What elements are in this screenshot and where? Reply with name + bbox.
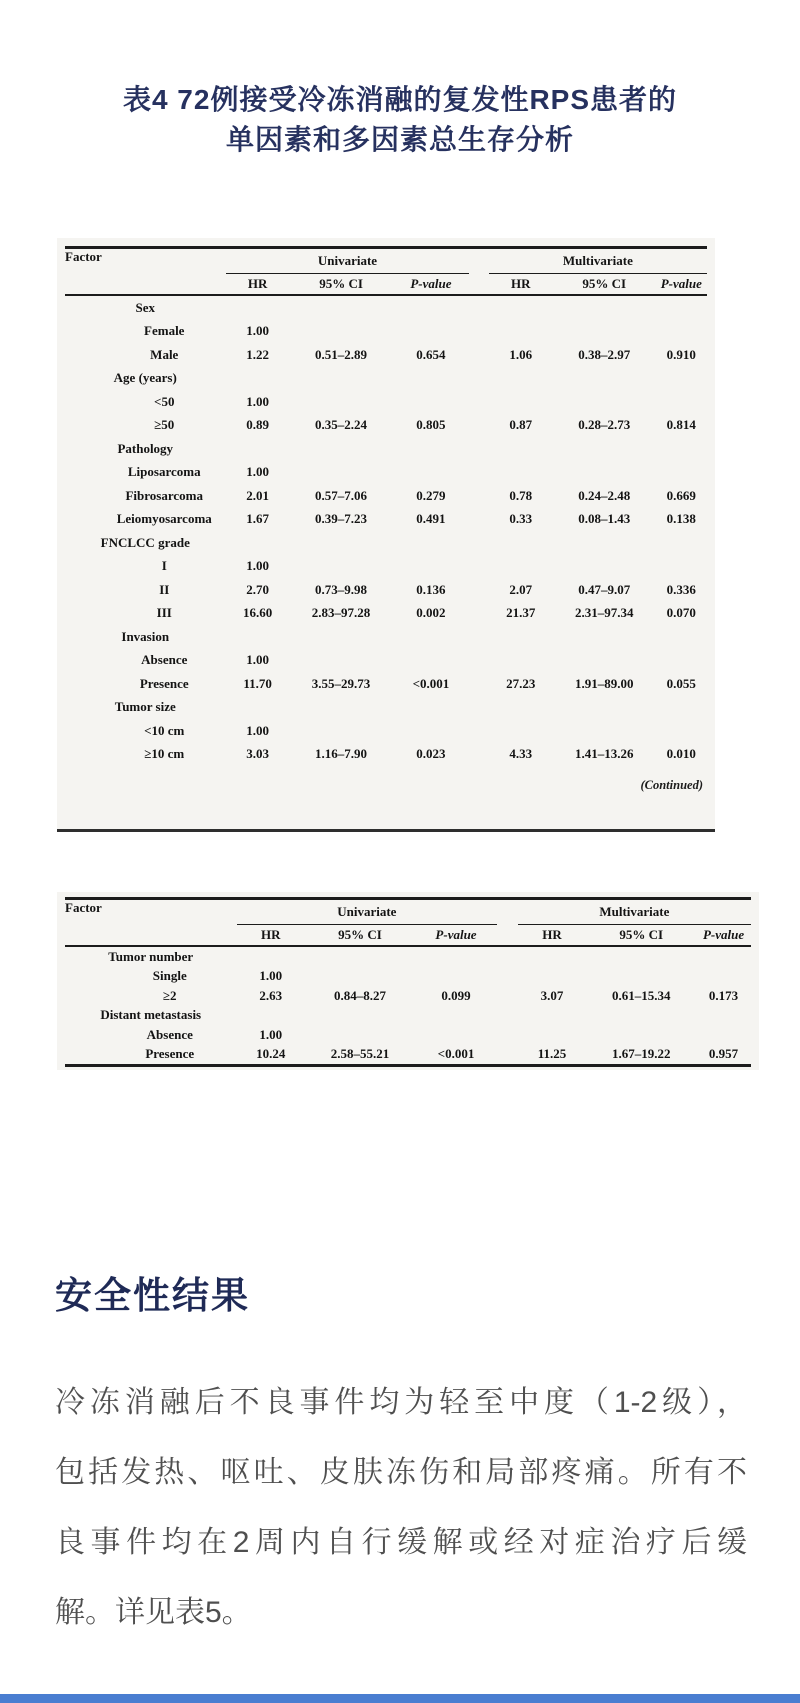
- value-cell: [489, 719, 553, 743]
- factor-cell: Pathology: [117, 440, 174, 456]
- spacer-cell: [469, 508, 488, 532]
- value-cell: [586, 1006, 696, 1026]
- value-cell: [489, 555, 553, 579]
- value-cell: [392, 461, 469, 485]
- factor-cell: Leiomyosarcoma: [116, 511, 212, 527]
- column-header: HR: [489, 274, 553, 296]
- value-cell: 0.138: [666, 511, 696, 527]
- table-row: [65, 986, 751, 1006]
- factor-cell: Absence: [146, 1026, 193, 1042]
- value-cell: [392, 390, 469, 414]
- table-row: [65, 743, 707, 767]
- value-cell: [553, 696, 656, 720]
- factor-cell: Tumor size: [114, 699, 176, 715]
- value-cell: [656, 719, 707, 743]
- value-cell: [415, 1006, 497, 1026]
- value-cell: [518, 1006, 587, 1026]
- value-cell: 11.25: [537, 1046, 567, 1062]
- value-cell: [392, 625, 469, 649]
- spacer-cell: [469, 295, 488, 320]
- value-cell: [553, 390, 656, 414]
- table-row: [65, 295, 707, 320]
- page-title: [0, 80, 800, 160]
- value-cell: 0.336: [666, 581, 696, 597]
- value-cell: [290, 390, 393, 414]
- spacer-cell: [497, 1006, 518, 1026]
- spacer-cell: [469, 320, 488, 344]
- group-header-univariate: Univariate: [226, 248, 470, 274]
- value-cell: 0.099: [441, 987, 471, 1003]
- value-cell: [656, 555, 707, 579]
- table-row: [65, 578, 707, 602]
- table-row: [65, 555, 707, 579]
- factor-cell: <50: [154, 393, 175, 409]
- value-cell: [553, 461, 656, 485]
- value-cell: 2.58–55.21: [330, 1046, 390, 1062]
- factor-cell: ≥10 cm: [144, 746, 185, 762]
- table-row: [65, 946, 751, 967]
- value-cell: [226, 437, 290, 461]
- factor-cell: Presence: [139, 675, 189, 691]
- group-header-multivariate: Multivariate: [518, 899, 751, 925]
- table-header-row: [65, 899, 751, 925]
- table-row: [65, 461, 707, 485]
- value-cell: [656, 696, 707, 720]
- value-cell: <0.001: [412, 675, 450, 691]
- value-cell: 1.67: [246, 511, 269, 527]
- value-cell: 2.07: [509, 581, 533, 597]
- table-row: [65, 437, 707, 461]
- table-row: [65, 320, 707, 344]
- group-header-multivariate: Multivariate: [489, 248, 707, 274]
- spacer-cell: [497, 1025, 518, 1045]
- column-header: HR: [237, 925, 306, 947]
- paragraph-line: 包括发热、呕吐、皮肤冻伤和局部疼痛。所有不: [55, 1456, 747, 1489]
- survival-analysis-table-1: [65, 246, 707, 766]
- value-cell: 0.814: [666, 417, 696, 433]
- value-cell: 1.00: [246, 652, 269, 668]
- value-cell: 0.957: [708, 1046, 739, 1062]
- value-cell: 0.023: [416, 746, 446, 762]
- value-cell: [489, 696, 553, 720]
- value-cell: 10.24: [256, 1046, 286, 1062]
- table-row: [65, 967, 751, 987]
- value-cell: 1.00: [246, 393, 269, 409]
- value-cell: 0.654: [416, 346, 446, 362]
- value-cell: [553, 295, 656, 320]
- table-row: [65, 625, 707, 649]
- value-cell: 1.00: [259, 1026, 283, 1042]
- factor-cell: <10 cm: [144, 722, 185, 738]
- value-cell: [290, 295, 393, 320]
- value-cell: [392, 649, 469, 673]
- value-cell: [305, 946, 415, 967]
- value-cell: 2.31–97.34: [574, 605, 634, 621]
- table-row: [65, 649, 707, 673]
- value-cell: 0.010: [666, 746, 696, 762]
- value-cell: 1.00: [246, 558, 269, 574]
- value-cell: 0.08–1.43: [578, 511, 631, 527]
- spacer-cell: [469, 625, 488, 649]
- spacer-cell: [469, 672, 488, 696]
- factor-cell: Sex: [135, 299, 155, 315]
- value-cell: 2.70: [246, 581, 269, 597]
- value-cell: 0.35–2.24: [315, 417, 368, 433]
- value-cell: [226, 531, 290, 555]
- spacer-cell: [469, 343, 488, 367]
- value-cell: 0.57–7.06: [315, 487, 368, 503]
- value-cell: 0.38–2.97: [578, 346, 631, 362]
- body-paragraph: [55, 1368, 747, 1648]
- page-title-line-1: 表4 72例接受冷冻消融的复发性RPS患者的: [122, 84, 678, 115]
- value-cell: [656, 531, 707, 555]
- value-cell: [656, 390, 707, 414]
- factor-cell: III: [156, 605, 172, 621]
- factor-cell: Liposarcoma: [127, 464, 201, 480]
- value-cell: [553, 625, 656, 649]
- factor-cell: Absence: [141, 652, 188, 668]
- value-cell: [586, 967, 696, 987]
- column-header: HR: [226, 274, 290, 296]
- factor-cell: Female: [144, 323, 185, 339]
- value-cell: 0.910: [666, 346, 696, 362]
- footer-accent-bar: [0, 1694, 800, 1703]
- value-cell: [290, 649, 393, 673]
- value-cell: [553, 531, 656, 555]
- value-cell: [489, 320, 553, 344]
- value-cell: [553, 649, 656, 673]
- spacer-cell: [469, 531, 488, 555]
- factor-cell: FNCLCC grade: [100, 534, 190, 550]
- value-cell: 3.55–29.73: [311, 675, 371, 691]
- column-header-factor: Factor: [65, 899, 237, 947]
- paragraph-line: 冷冻消融后不良事件均为轻至中度（1-2级），: [55, 1386, 747, 1419]
- factor-cell: Invasion: [121, 628, 170, 644]
- value-cell: [305, 1006, 415, 1026]
- value-cell: [226, 295, 290, 320]
- value-cell: [392, 437, 469, 461]
- factor-cell: ≥50: [154, 417, 175, 433]
- factor-cell: I: [161, 558, 167, 574]
- value-cell: 0.805: [416, 417, 446, 433]
- value-cell: [392, 531, 469, 555]
- value-cell: 1.00: [246, 464, 269, 480]
- value-cell: 0.33: [509, 511, 533, 527]
- value-cell: [656, 367, 707, 391]
- column-header: P-value: [415, 925, 497, 947]
- spacer-cell: [469, 719, 488, 743]
- value-cell: [226, 367, 290, 391]
- factor-cell: Tumor number: [108, 948, 194, 964]
- value-cell: [237, 1006, 306, 1026]
- table-row: [65, 719, 707, 743]
- value-cell: 0.24–2.48: [578, 487, 631, 503]
- value-cell: [553, 555, 656, 579]
- table-row: [65, 1025, 751, 1045]
- value-cell: [586, 946, 696, 967]
- column-header: HR: [518, 925, 587, 947]
- spacer-cell: [469, 484, 488, 508]
- value-cell: [415, 1025, 497, 1045]
- factor-cell: Single: [152, 968, 187, 984]
- value-cell: [489, 437, 553, 461]
- value-cell: [586, 1025, 696, 1045]
- value-cell: [237, 946, 306, 967]
- value-cell: 0.84–8.27: [333, 987, 386, 1003]
- value-cell: [489, 461, 553, 485]
- value-cell: [415, 946, 497, 967]
- value-cell: 0.669: [666, 487, 696, 503]
- factor-cell: Fibrosarcoma: [125, 487, 203, 503]
- table4-scan-part1: [57, 238, 715, 832]
- value-cell: 0.279: [416, 487, 446, 503]
- value-cell: 21.37: [506, 605, 536, 621]
- value-cell: 0.055: [666, 675, 696, 691]
- value-cell: 1.06: [509, 346, 533, 362]
- factor-cell: ≥2: [162, 987, 177, 1003]
- spacer-cell: [469, 437, 488, 461]
- column-header: 95% CI: [586, 925, 696, 947]
- value-cell: 0.136: [416, 581, 446, 597]
- value-cell: 3.07: [540, 987, 564, 1003]
- factor-cell: Distant metastasis: [100, 1007, 202, 1023]
- value-cell: [392, 295, 469, 320]
- value-cell: [489, 390, 553, 414]
- value-cell: 1.91–89.00: [574, 675, 634, 691]
- value-cell: [553, 719, 656, 743]
- value-cell: 0.61–15.34: [611, 987, 671, 1003]
- value-cell: 1.00: [259, 968, 283, 984]
- value-cell: [518, 1025, 587, 1045]
- value-cell: [290, 531, 393, 555]
- value-cell: 1.00: [246, 722, 269, 738]
- value-cell: 0.87: [509, 417, 533, 433]
- value-cell: 27.23: [506, 675, 536, 691]
- value-cell: [392, 555, 469, 579]
- header-spacer: [469, 248, 488, 296]
- value-cell: [489, 649, 553, 673]
- spacer-cell: [469, 649, 488, 673]
- value-cell: [290, 719, 393, 743]
- value-cell: [305, 1025, 415, 1045]
- value-cell: [553, 320, 656, 344]
- value-cell: [290, 437, 393, 461]
- value-cell: [489, 295, 553, 320]
- value-cell: 0.491: [416, 511, 446, 527]
- spacer-cell: [497, 1045, 518, 1066]
- value-cell: 0.73–9.98: [315, 581, 368, 597]
- value-cell: 3.03: [246, 746, 269, 762]
- value-cell: [696, 967, 751, 987]
- value-cell: [226, 696, 290, 720]
- value-cell: [656, 320, 707, 344]
- value-cell: 1.16–7.90: [315, 746, 368, 762]
- value-cell: 2.63: [259, 987, 283, 1003]
- value-cell: [656, 437, 707, 461]
- table-row: [65, 531, 707, 555]
- spacer-cell: [469, 696, 488, 720]
- value-cell: [392, 320, 469, 344]
- table-row: [65, 696, 707, 720]
- table-row: [65, 672, 707, 696]
- spacer-cell: [469, 555, 488, 579]
- header-spacer: [497, 899, 518, 947]
- value-cell: [656, 625, 707, 649]
- value-cell: [696, 1006, 751, 1026]
- continued-note: (Continued): [640, 778, 703, 792]
- value-cell: 16.60: [242, 605, 273, 621]
- spacer-cell: [469, 367, 488, 391]
- value-cell: [553, 437, 656, 461]
- column-header: P-value: [656, 274, 707, 296]
- table-row: [65, 508, 707, 532]
- factor-cell: II: [159, 581, 170, 597]
- column-header: 95% CI: [305, 925, 415, 947]
- value-cell: [290, 367, 393, 391]
- paragraph-line: 良事件均在2周内自行缓解或经对症治疗后缓: [55, 1526, 747, 1559]
- section-heading: 安全性结果: [55, 1274, 250, 1316]
- column-header: P-value: [696, 925, 751, 947]
- value-cell: [518, 946, 587, 967]
- value-cell: 2.83–97.28: [311, 605, 371, 621]
- table-row: [65, 343, 707, 367]
- table-row: [65, 367, 707, 391]
- spacer-cell: [497, 946, 518, 967]
- table-row: [65, 1045, 751, 1066]
- value-cell: <0.001: [437, 1046, 475, 1062]
- factor-cell: Male: [150, 346, 179, 362]
- spacer-cell: [469, 602, 488, 626]
- survival-analysis-table-2: [65, 897, 751, 1067]
- column-header-factor: Factor: [65, 248, 226, 296]
- value-cell: [696, 946, 751, 967]
- value-cell: 2.01: [246, 487, 269, 503]
- value-cell: [696, 1025, 751, 1045]
- value-cell: [290, 461, 393, 485]
- table-row: [65, 1006, 751, 1026]
- value-cell: 1.67–19.22: [611, 1046, 671, 1062]
- spacer-cell: [469, 390, 488, 414]
- value-cell: [305, 967, 415, 987]
- value-cell: 0.51–2.89: [315, 346, 368, 362]
- value-cell: [415, 967, 497, 987]
- value-cell: [656, 295, 707, 320]
- paragraph-line: 解。详见表5。: [55, 1596, 252, 1629]
- table-row: [65, 390, 707, 414]
- page-title-line-2: 单因素和多因素总生存分析: [225, 124, 574, 155]
- value-cell: 0.28–2.73: [578, 417, 631, 433]
- table-header-row: [65, 248, 707, 274]
- spacer-cell: [469, 578, 488, 602]
- value-cell: [553, 367, 656, 391]
- value-cell: 11.70: [243, 675, 272, 691]
- table-row: [65, 602, 707, 626]
- value-cell: [489, 367, 553, 391]
- value-cell: 0.47–9.07: [578, 581, 631, 597]
- value-cell: [489, 531, 553, 555]
- value-cell: [392, 696, 469, 720]
- table-row: [65, 414, 707, 438]
- group-header-univariate: Univariate: [237, 899, 498, 925]
- value-cell: [226, 625, 290, 649]
- value-cell: [392, 367, 469, 391]
- value-cell: 0.070: [666, 605, 696, 621]
- value-cell: 0.78: [509, 487, 533, 503]
- value-cell: [489, 625, 553, 649]
- column-header: 95% CI: [553, 274, 656, 296]
- value-cell: 0.173: [708, 987, 739, 1003]
- spacer-cell: [497, 967, 518, 987]
- value-cell: 0.39–7.23: [315, 511, 368, 527]
- value-cell: 1.22: [246, 346, 269, 362]
- spacer-cell: [469, 743, 488, 767]
- value-cell: [290, 555, 393, 579]
- value-cell: 0.89: [246, 417, 269, 433]
- table-row: [65, 484, 707, 508]
- value-cell: [518, 967, 587, 987]
- value-cell: 1.41–13.26: [574, 746, 634, 762]
- column-header: 95% CI: [290, 274, 393, 296]
- table4-scan-part2: [57, 892, 759, 1070]
- spacer-cell: [469, 414, 488, 438]
- spacer-cell: [497, 986, 518, 1006]
- spacer-cell: [469, 461, 488, 485]
- value-cell: [656, 461, 707, 485]
- value-cell: 4.33: [509, 746, 533, 762]
- factor-cell: Age (years): [113, 370, 177, 386]
- value-cell: [290, 320, 393, 344]
- value-cell: [656, 649, 707, 673]
- value-cell: 1.00: [246, 323, 269, 339]
- value-cell: [290, 625, 393, 649]
- value-cell: [290, 696, 393, 720]
- factor-cell: Presence: [145, 1046, 195, 1062]
- value-cell: [392, 719, 469, 743]
- value-cell: 0.002: [416, 605, 446, 621]
- column-header: P-value: [392, 274, 469, 296]
